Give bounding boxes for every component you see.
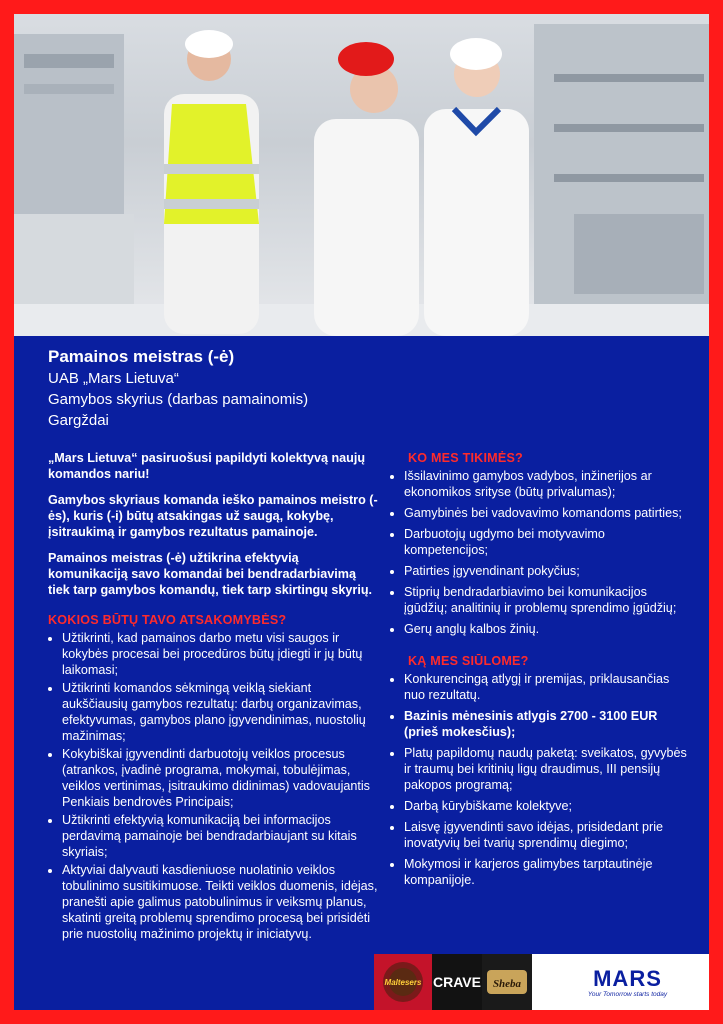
list-item: • Laisvę įgyvendinti savo idėjas, prisidedant prie inovatyvių bei tvarių sprendimų diegimo; [404,819,690,851]
responsibilities-list [48,630,378,942]
brand-logos [374,954,709,1010]
mars-tagline: Your Tomorrow starts today [587,990,668,998]
offer-heading: KĄ MES SIŪLOME? [408,654,529,668]
sheba-logo [482,954,532,1010]
list-item: • Patirties įgyvendinant pokyčius; [404,563,690,579]
sheba-wordmark: Sheba [492,978,522,990]
responsibilities-heading: KOKIOS BŪTŲ TAVO ATSAKOMYBĖS? [48,613,287,627]
location: Gargždai [48,412,109,429]
mars-wordmark: MARS [593,965,662,991]
list-item: • Platų papildomų naudų paketą: sveikatos, gyvybės ir traumų bei kritinių ligų draudimus, III pensijų pakopos programą; [404,745,690,793]
intro [48,450,378,598]
mars-logo [546,954,709,1010]
list-item: • Darbuotojų ugdymo bei motyvavimo kompetencijos; [404,526,690,558]
job-title: Pamainos meistras (-ė) [48,347,235,366]
expectations-list [390,468,690,637]
list-item: • Aktyviai dalyvauti kasdieniuose nuolatinio veiklos tobulinimo susitikimuose. Teikti veiklos duomenis, idėjas, pranešti apie galimus patobulinimus ir veiksmų planus, skatinti greitą problemų sprendimo procesą bei prisidėti prie nuostolių mažinimo projektų ir iniciatyvų. [62,862,378,942]
left-column [48,450,378,944]
list-item: • Kokybiškai įgyvendinti darbuotojų veiklos procesus (atrankos, įvadinė programa, mokymai, tobulėjimas, veiklos vertinimas, įsitraukimo didinimas) vadovaujantis Penkiais bendrovės Principais; [62,746,378,810]
expectations-heading: KO MES TIKIMĖS? [408,451,523,465]
list-item: • Konkurencingą atlygį ir premijas, priklausančias nuo rezultatų. [404,671,690,703]
list-item: • Užtikrinti komandos sėkmingą veiklą siekiant aukščiausių gamybos rezultatų: darbų organizavimas, efektyvumas, gamybos plano įgyvendinimas, nuostolių mažinimas; [62,680,378,744]
factory-workers-photo [14,14,709,336]
maltesers-logo [374,954,432,1010]
list-item: • Darbą kūrybiškame kolektyve; [404,798,690,814]
crave-logo [432,954,482,1010]
flyer-panel [14,14,709,1010]
list-item: • Mokymosi ir karjeros galimybes tarptautinėje kompanijoje. [404,856,690,888]
right-column [390,450,690,893]
intro-paragraph: „Mars Lietuva“ pasiruošusi papildyti kolektyvą naujų komandos nariu! [48,451,366,481]
department: Gamybos skyrius (darbas pamainomis) [48,391,309,408]
company-name: UAB „Mars Lietuva“ [48,370,179,387]
list-item: • Gerų anglų kalbos žinių. [404,621,690,637]
intro-paragraph: Gamybos skyriaus komanda ieško pamainos meistro (-ės), kuris (-i) būtų atsakingas už saugą, kokybę, įsitraukimą ir gamybos rezultatus pamainoje. [48,493,378,539]
maltesers-wordmark: Maltesers [384,978,422,987]
intro-paragraph: Pamainos meistras (-ė) užtikrina efektyvią komunikaciją savo komandai bei bendradarbiavimą tiek tarp gamybos komandų, tiek tarp skirtingų skyrių. [48,551,373,597]
logo-divider [532,954,546,1010]
list-item: • Užtikrinti efektyvią komunikaciją bei informacijos perdavimą pamainoje bei bendradarbiaujant su kitais skyriais; [62,812,378,860]
list-item: • Užtikrinti, kad pamainos darbo metu visi saugos ir kokybės procesai bei procedūros būtų įdiegti ir jų būtų laikomasi; [62,630,378,678]
list-item: • Gamybinės bei vadovavimo komandoms patirties; [404,505,690,521]
offer-list [390,671,690,888]
list-item: • Stiprių bendradarbiavimo bei komunikacijos įgūdžių; analitinių ir problemų sprendimo įgūdžių; [404,584,690,616]
list-item: • Išsilavinimo gamybos vadybos, inžinerijos ar ekonomikos srityse (būtų privalumas); [404,468,690,500]
crave-wordmark: CRAVE [433,974,481,990]
salary-item: • Bazinis mėnesinis atlygis 2700 - 3100 EUR (prieš mokesčius); [404,708,690,740]
